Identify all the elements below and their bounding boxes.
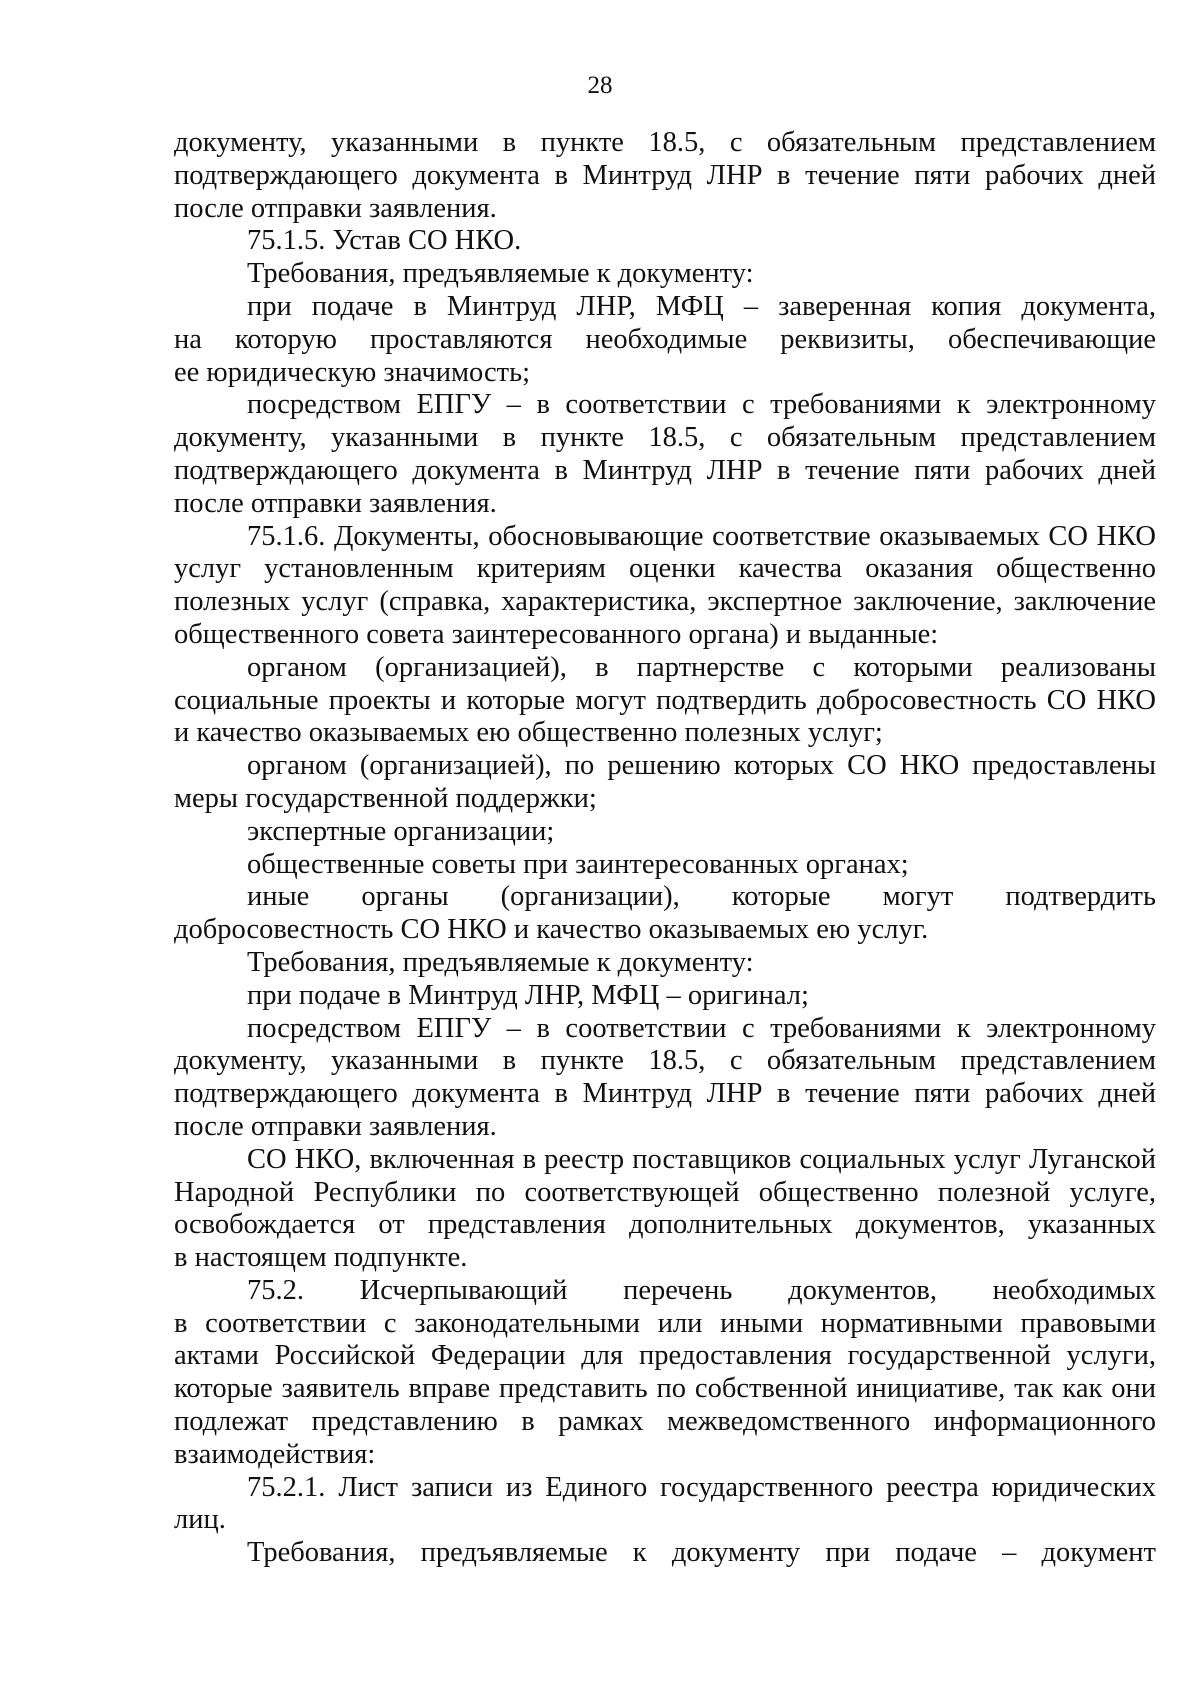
text-line: посредством ЕПГУ – в соответствии с требованиями к электронному <box>247 1012 1156 1044</box>
text-line: актами Российской Федерации для предоставления государственной услуги, <box>174 1340 1156 1372</box>
text-line: общественные советы при заинтересованных органах; <box>247 848 909 880</box>
page-number: 28 <box>587 72 613 99</box>
document-body <box>174 127 1156 1570</box>
text-line: после отправки заявления. <box>174 1110 497 1142</box>
text-line: ее юридическую значимость; <box>174 356 531 388</box>
text-line: освобождается от представления дополнительных документов, указанных <box>174 1209 1156 1241</box>
text-line: документу, указанными в пункте 18.5, с обязательным представлением <box>174 422 1156 454</box>
text-line: подтверждающего документа в Минтруд ЛНР в течение пяти рабочих дней <box>174 159 1156 191</box>
text-line: Требования, предъявляемые к документу: <box>247 946 754 978</box>
text-line: при подаче в Минтруд ЛНР, МФЦ – заверенная копия документа, <box>247 290 1156 322</box>
text-line: документу, указанными в пункте 18.5, с обязательным представлением <box>174 127 1156 158</box>
text-line: органом (организацией), по решению которых СО НКО предоставлены <box>247 750 1156 782</box>
text-line: Требования, предъявляемые к документу: <box>247 258 754 290</box>
text-line: на которую проставляются необходимые реквизиты, обеспечивающие <box>174 323 1156 355</box>
text-line: органом (организацией), в партнерстве с которыми реализованы <box>247 651 1156 683</box>
text-line: общественного совета заинтересованного органа) и выданные: <box>174 618 939 650</box>
text-line: подтверждающего документа в Минтруд ЛНР в течение пяти рабочих дней <box>174 454 1156 486</box>
text-line: 75.1.6. Документы, обосновывающие соответствие оказываемых СО НКО <box>247 520 1156 552</box>
text-line: взаимодействия: <box>174 1438 376 1470</box>
text-line: при подаче в Минтруд ЛНР, МФЦ – оригинал; <box>247 979 809 1011</box>
text-line: Народной Республики по соответствующей общественно полезной услуге, <box>174 1176 1156 1208</box>
text-line: и качество оказываемых ею общественно полезных услуг; <box>174 717 883 749</box>
text-line: в настоящем подпункте. <box>174 1242 468 1274</box>
text-line: полезных услуг (справка, характеристика, экспертное заключение, заключение <box>174 586 1156 618</box>
text-line: СО НКО, включенная в реестр поставщиков социальных услуг Луганской <box>247 1143 1156 1175</box>
text-line: документу, указанными в пункте 18.5, с обязательным представлением <box>174 1045 1156 1077</box>
text-line: которые заявитель вправе представить по собственной инициативе, так как они <box>174 1373 1156 1405</box>
text-line: 75.2.1. Лист записи из Единого государственного реестра юридических <box>247 1471 1156 1503</box>
text-line: после отправки заявления. <box>174 487 497 519</box>
text-line: меры государственной поддержки; <box>174 782 597 814</box>
text-line: лиц. <box>174 1504 226 1536</box>
text-line: 75.1.5. Устав СО НКО. <box>247 225 522 257</box>
text-line: экспертные организации; <box>247 815 555 847</box>
text-line: социальные проекты и которые могут подтвердить добросовестность СО НКО <box>174 684 1156 716</box>
text-line: после отправки заявления. <box>174 192 497 224</box>
text-line: 75.2. Исчерпывающий перечень документов, необходимых <box>247 1274 1156 1306</box>
text-line: Требования, предъявляемые к документу при подаче – документ <box>247 1537 1156 1569</box>
text-line: услуг установленным критериям оценки качества оказания общественно <box>174 553 1156 585</box>
text-line: добросовестность СО НКО и качество оказываемых ею услуг. <box>174 914 929 946</box>
text-line: иные органы (организации), которые могут подтвердить <box>247 881 1156 913</box>
text-line: подлежат представлению в рамках межведомственного информационного <box>174 1406 1156 1438</box>
text-line: подтверждающего документа в Минтруд ЛНР в течение пяти рабочих дней <box>174 1078 1156 1110</box>
text-line: в соответствии с законодательными или иными нормативными правовыми <box>174 1307 1156 1339</box>
text-line: посредством ЕПГУ – в соответствии с требованиями к электронному <box>247 389 1156 421</box>
